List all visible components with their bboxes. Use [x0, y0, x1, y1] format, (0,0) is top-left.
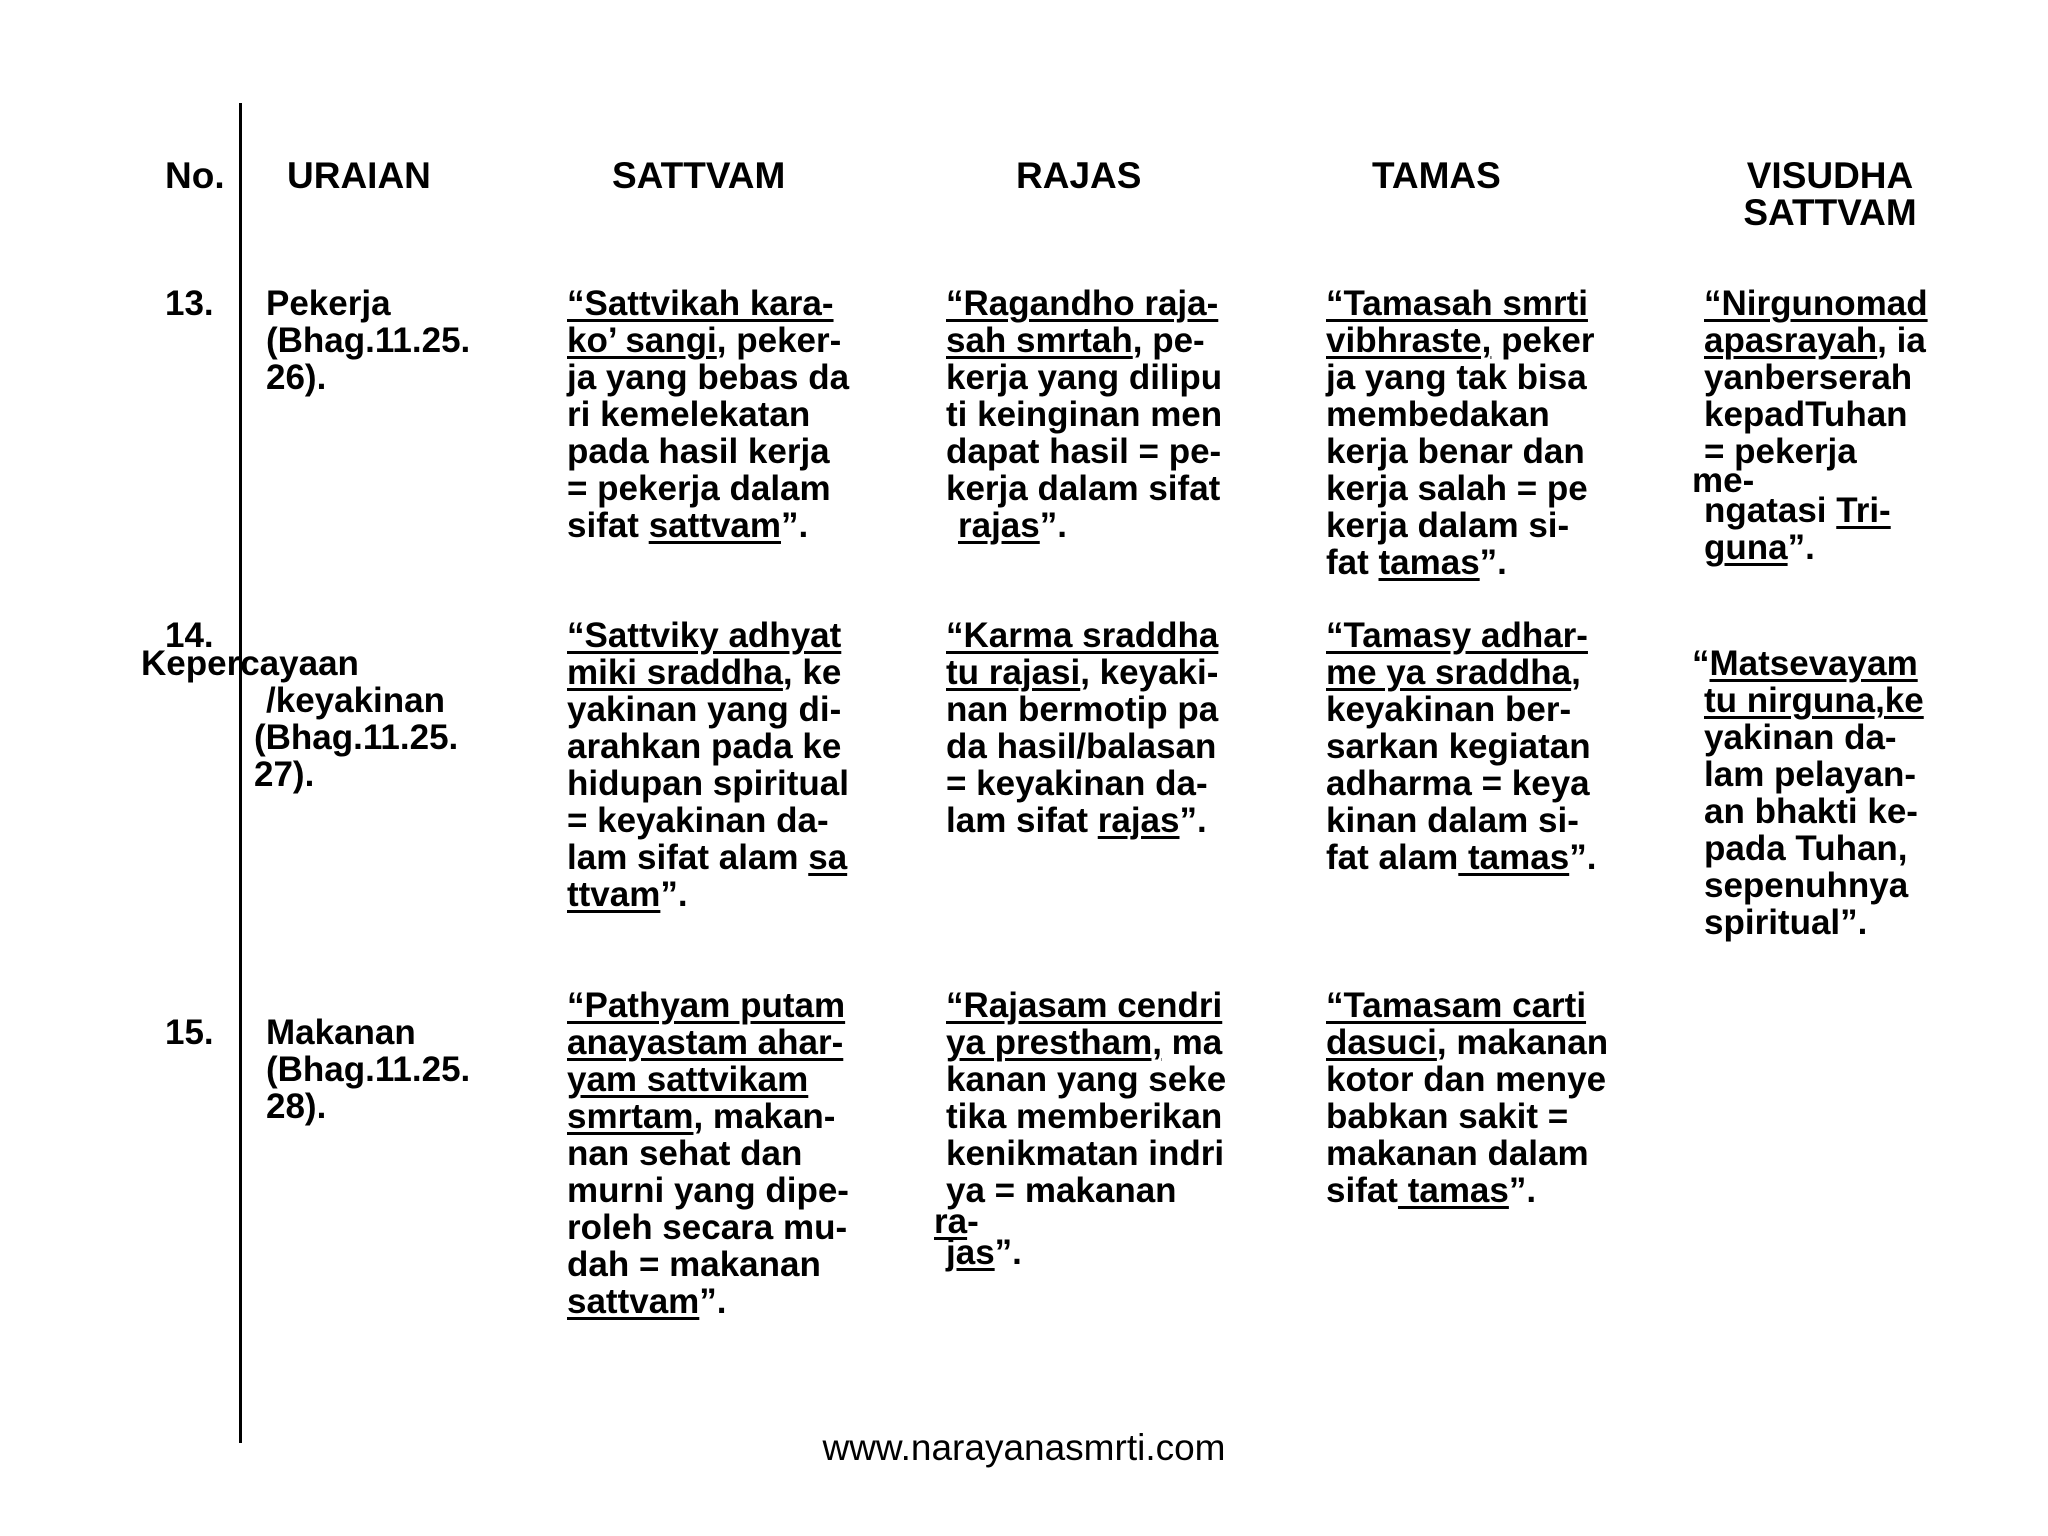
cell-text: pada hasil kerja: [567, 432, 830, 471]
cell-text: kepadTuhan: [1704, 395, 1908, 434]
sanskrit-quote: “Tamasam carti: [1326, 986, 1587, 1025]
header-rajas: RAJAS: [1016, 155, 1142, 196]
uraian-line: /keyakinan: [266, 681, 445, 720]
header-visudha-line2: SATTVAM: [1743, 192, 1917, 233]
guna-term: guna: [1704, 528, 1788, 567]
cell-text: me-: [1692, 461, 1755, 500]
row-14-rajas: [946, 617, 1218, 839]
cell-text: ya = makanan: [946, 1171, 1177, 1210]
row-14-visudha: [1692, 645, 1924, 941]
cell-text: ”.: [1179, 801, 1207, 840]
cell-text: yakinan da-: [1704, 718, 1897, 757]
row-13-sattvam: [567, 285, 849, 544]
cell-text: ”.: [1508, 1171, 1537, 1210]
cell-text: ma: [1161, 1023, 1223, 1062]
cell-text: yakinan yang di-: [567, 690, 842, 729]
cell-text: kanan yang seke: [946, 1060, 1227, 1099]
uraian-line: 26).: [266, 358, 327, 397]
uraian-line: Pekerja: [266, 284, 391, 323]
uraian-line: (Bhag.11.25.: [266, 1050, 471, 1089]
cell-text: ”.: [1039, 506, 1067, 545]
cell-text: arahkan pada ke: [567, 727, 842, 766]
cell-text: lam sifat alam: [567, 838, 809, 877]
cell-text: tika memberikan: [946, 1097, 1223, 1136]
cell-text: -: [967, 1202, 979, 1241]
uraian-line: 28).: [266, 1087, 327, 1126]
sanskrit-quote: “Sattvikah kara-: [567, 284, 834, 323]
cell-text: “: [1692, 644, 1710, 683]
sanskrit-quote: “Sattviky adhyat: [567, 616, 842, 655]
sanskrit-quote: “Nirgunomad: [1704, 284, 1928, 323]
cell-text: lam sifat: [946, 801, 1098, 840]
cell-text: ”.: [1787, 528, 1815, 567]
cell-text: = pekerja: [1704, 432, 1857, 471]
cell-text: babkan sakit =: [1326, 1097, 1569, 1136]
cell-text: pada Tuhan,: [1704, 829, 1908, 868]
guna-term: sattvam: [567, 1282, 700, 1321]
sanskrit-quote: me ya sraddha: [1326, 653, 1572, 692]
row-14-uraian: [141, 645, 458, 793]
sanskrit-quote: vibhraste,: [1326, 321, 1492, 360]
header-uraian: URAIAN: [287, 155, 431, 196]
sanskrit-quote: yam sattvikam: [567, 1060, 809, 1099]
cell-text: , keyaki-: [1080, 653, 1219, 692]
sanskrit-quote: “Karma sraddha: [946, 616, 1219, 655]
uraian-line: 27).: [254, 755, 315, 794]
cell-text: = pekerja dalam: [567, 469, 831, 508]
cell-text: roleh secara mu-: [567, 1208, 848, 1247]
cell-text: nan bermotip pa: [946, 690, 1219, 729]
cell-text: sepenuhnya: [1704, 866, 1909, 905]
guna-term: Tri-: [1836, 491, 1891, 530]
website-footer: www.narayanasmrti.com: [822, 1427, 1226, 1468]
cell-text: da hasil/balasan: [946, 727, 1217, 766]
cell-text: kotor dan menye: [1326, 1060, 1607, 1099]
uraian-line: Kepercayaan: [141, 644, 359, 683]
cell-text: ”.: [781, 506, 809, 545]
guna-term: tamas: [1378, 543, 1480, 582]
sanskrit-quote: “Tamasy adhar-: [1326, 616, 1588, 655]
sanskrit-quote: “Pathyam putam: [567, 986, 846, 1025]
cell-text: kerja yang dilipu: [946, 358, 1223, 397]
header-visudha-line1: VISUDHA: [1746, 155, 1914, 196]
row-13-uraian: [266, 285, 470, 396]
guna-term: tamas: [1458, 838, 1570, 877]
cell-text: ”.: [699, 1282, 727, 1321]
cell-text: kerja salah = pe: [1326, 469, 1588, 508]
cell-text: hidupan spiritual: [567, 764, 849, 803]
row-14-sattvam: [567, 617, 849, 913]
row-13-number: 13.: [165, 284, 214, 323]
guna-term: sattvam: [648, 506, 781, 545]
row-13-tamas: [1326, 285, 1594, 581]
cell-text: = keyakinan da-: [946, 764, 1208, 803]
row-13-visudha: [1692, 284, 1928, 567]
guna-term: ra: [934, 1202, 968, 1241]
cell-text: kerja dalam sifat: [946, 469, 1221, 508]
cell-text: ”.: [1569, 838, 1597, 877]
header-no: No.: [165, 155, 225, 196]
sanskrit-quote: ya prestham,: [946, 1023, 1162, 1062]
cell-text: murni yang dipe-: [567, 1171, 849, 1210]
cell-text: ti keinginan men: [946, 395, 1223, 434]
cell-text: ”.: [660, 875, 688, 914]
sanskrit-quote: miki sraddha: [567, 653, 783, 692]
cell-text: sarkan kegiatan: [1326, 727, 1591, 766]
cell-text: nan sehat dan: [567, 1134, 803, 1173]
cell-text: kerja dalam si-: [1326, 506, 1570, 545]
cell-text: , makanan: [1436, 1023, 1609, 1062]
cell-text: yanberserah: [1704, 358, 1913, 397]
row-14-number: 14.: [165, 616, 214, 655]
uraian-line: (Bhag.11.25.: [266, 321, 471, 360]
cell-text: , peker-: [716, 321, 842, 360]
cell-text: fat alam: [1326, 838, 1459, 877]
cell-text: sifat: [1326, 1171, 1398, 1210]
row-15-uraian: [266, 1014, 470, 1125]
row-13-rajas: [946, 285, 1222, 544]
row-15-rajas: [934, 986, 1227, 1272]
cell-text: lam pelayan-: [1704, 755, 1917, 794]
cell-text: an bhakti ke-: [1704, 792, 1918, 831]
cell-text: membedakan: [1326, 395, 1550, 434]
header-visudha-sattvam: [1710, 157, 1950, 231]
uraian-line: (Bhag.11.25.: [254, 718, 459, 757]
cell-text: ,: [1571, 653, 1581, 692]
cell-text: makanan dalam: [1326, 1134, 1589, 1173]
sanskrit-quote: “Ragandho raja-: [946, 284, 1219, 323]
row-15-sattvam: [567, 987, 849, 1320]
cell-text: kerja benar dan: [1326, 432, 1585, 471]
sanskrit-quote: apasrayah: [1704, 321, 1878, 360]
sanskrit-quote: anayastam ahar-: [567, 1023, 844, 1062]
cell-text: , pe-: [1132, 321, 1205, 360]
row-14-tamas: [1326, 617, 1596, 876]
sanskrit-quote: tu nirguna,ke: [1704, 681, 1924, 720]
guna-term: rajas: [958, 506, 1040, 545]
guna-term: ttvam: [567, 875, 661, 914]
cell-text: dapat hasil = pe-: [946, 432, 1222, 471]
cell-text: spiritual”.: [1704, 903, 1868, 942]
sanskrit-quote: Matsevayam: [1709, 644, 1918, 683]
cell-text: ri kemelekatan: [567, 395, 811, 434]
sanskrit-quote: “Tamasah smrti: [1326, 284, 1588, 323]
cell-text: = keyakinan da-: [567, 801, 829, 840]
header-tamas: TAMAS: [1372, 155, 1501, 196]
guna-term: jas: [946, 1233, 995, 1272]
sanskrit-quote: dasuci: [1326, 1023, 1437, 1062]
cell-text: , ia: [1877, 321, 1926, 360]
cell-text: ngatasi: [1704, 491, 1837, 530]
guna-term: sa: [808, 838, 848, 877]
cell-text: dah = makanan: [567, 1245, 821, 1284]
cell-text: ja yang bebas da: [567, 358, 850, 397]
header-sattvam: SATTVAM: [612, 155, 786, 196]
cell-text: sifat: [567, 506, 649, 545]
cell-text: kenikmatan indri: [946, 1134, 1225, 1173]
cell-text: ja yang tak bisa: [1326, 358, 1587, 397]
guna-term: tamas: [1397, 1171, 1509, 1210]
cell-text: , ke: [782, 653, 842, 692]
cell-text: fat: [1326, 543, 1379, 582]
uraian-line: Makanan: [266, 1013, 416, 1052]
row-15-number: 15.: [165, 1013, 214, 1052]
cell-text: keyakinan ber-: [1326, 690, 1572, 729]
row-15-tamas: [1326, 987, 1608, 1209]
sanskrit-quote: smrtam: [567, 1097, 694, 1136]
guna-term: rajas: [1097, 801, 1180, 840]
cell-text: ”.: [1479, 543, 1507, 582]
cell-text: adharma = keya: [1326, 764, 1590, 803]
sanskrit-quote: sah smrtah: [946, 321, 1133, 360]
cell-text: , makan-: [693, 1097, 836, 1136]
sanskrit-quote: “Rajasam cendri: [946, 986, 1223, 1025]
sanskrit-quote: tu rajasi: [946, 653, 1081, 692]
cell-text: kinan dalam si-: [1326, 801, 1579, 840]
cell-text: ”.: [994, 1233, 1022, 1272]
cell-text: peker: [1491, 321, 1595, 360]
sanskrit-quote: ko’ sangi: [567, 321, 717, 360]
